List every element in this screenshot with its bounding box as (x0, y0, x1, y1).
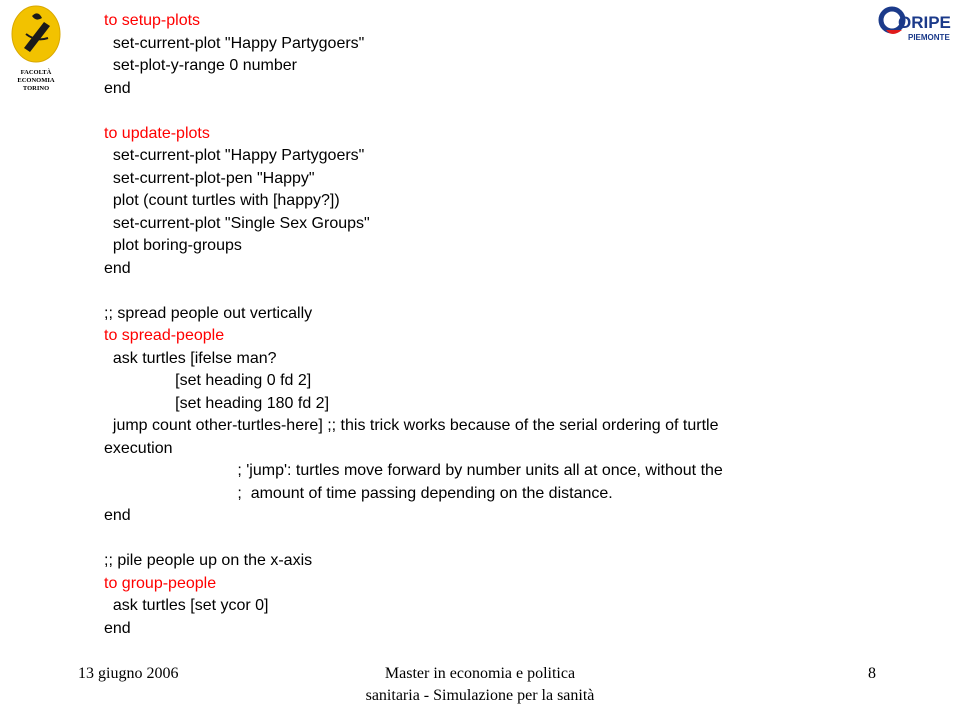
code-line: end (104, 619, 131, 637)
code-line: set-current-plot "Happy Partygoers" (104, 147, 365, 164)
code-line: end (104, 259, 131, 277)
code-keyword-line: to spread-people (104, 327, 225, 344)
code-line: set-current-plot-pen "Happy" (104, 169, 315, 187)
footer-title-line-1: Master in economia e politica (384, 665, 576, 682)
faculty-seal-icon (6, 4, 66, 94)
logo-left-line-1: FACOLTÀ (20, 69, 52, 76)
code-keyword-line: to group-people (104, 574, 217, 592)
code-line: plot (count turtles with [happy?]) (104, 192, 340, 209)
code-line: set-current-plot "Happy Partygoers" (104, 34, 365, 52)
oripe-logo-icon (878, 4, 956, 44)
logo-left-line-2: ECONOMIA (17, 77, 55, 84)
code-line: execution (104, 439, 173, 457)
logo-right-name: ORIPE (898, 13, 951, 32)
code-line: [set heading 0 fd 2] (104, 372, 312, 389)
logo-left-line-3: TORINO (22, 85, 50, 92)
code-line: ;; pile people up on the x-axis (104, 552, 313, 569)
logo-right-sub: PIEMONTE (908, 33, 950, 42)
code-line: ; 'jump': turtles move forward by number units all at once, without the (104, 462, 723, 479)
code-line: set-plot-y-range 0 number (104, 57, 297, 74)
footer-title-line-2: sanitaria - Simulazione per la sanità (365, 687, 595, 704)
code-line: ; amount of time passing depending on the distance. (104, 484, 613, 502)
footer-date: 13 giugno 2006 (78, 665, 179, 682)
code-line: ask turtles [ifelse man? (104, 349, 277, 367)
code-keyword-line: to setup-plots (104, 12, 201, 29)
code-line: end (104, 79, 131, 97)
code-line: [set heading 180 fd 2] (104, 394, 330, 412)
footer-page-number: 8 (868, 665, 876, 682)
code-line: ask turtles [set ycor 0] (104, 597, 269, 614)
code-line: plot boring-groups (104, 237, 242, 254)
code-line: end (104, 507, 131, 524)
code-line: ;; spread people out vertically (104, 304, 313, 322)
code-line: jump count other-turtles-here] ;; this trick works because of the serial ordering of turtle (104, 417, 719, 434)
code-keyword-line: to update-plots (104, 124, 210, 142)
code-line: set-current-plot "Single Sex Groups" (104, 214, 370, 232)
